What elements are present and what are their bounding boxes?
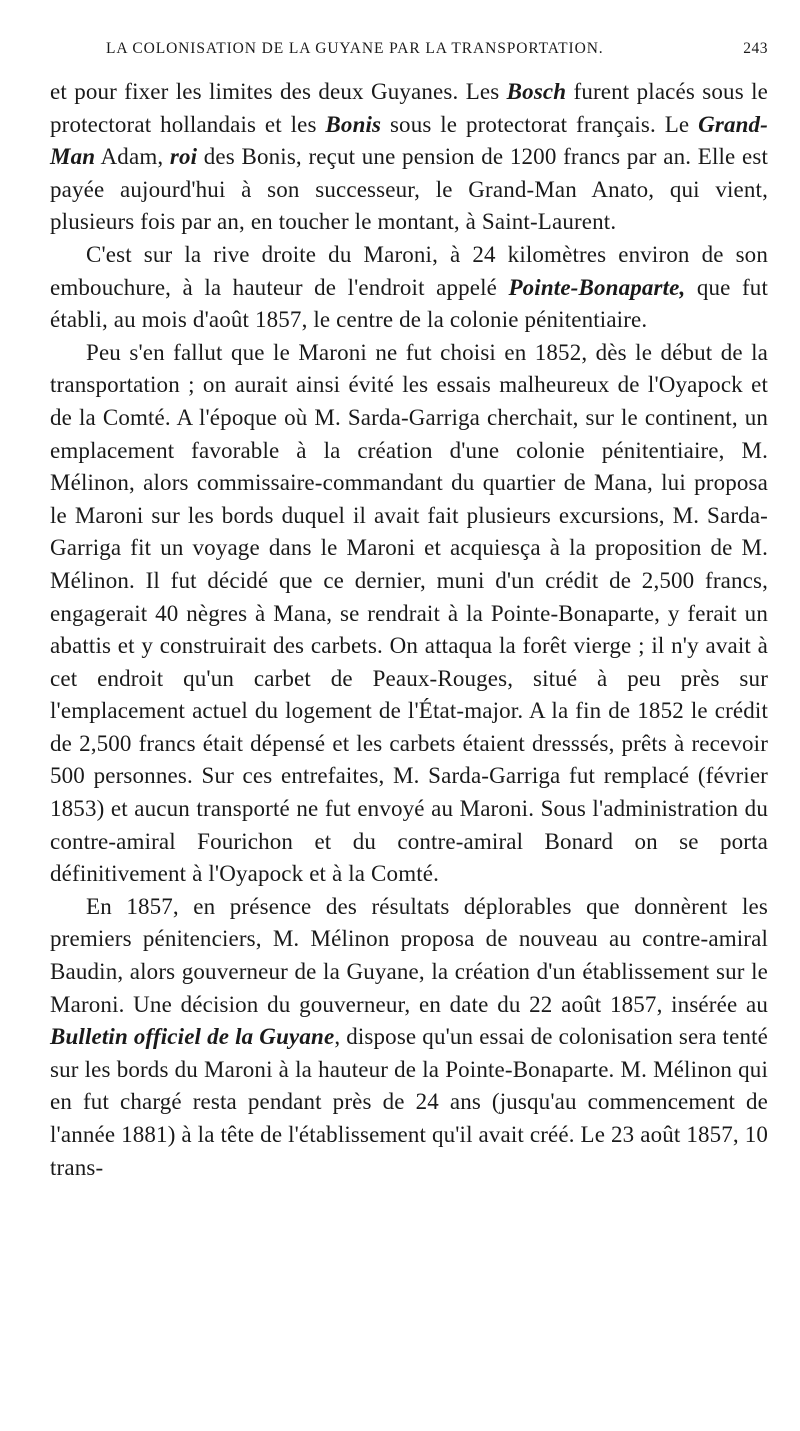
italic-text: Bonis [325,111,382,137]
paragraph [50,76,768,239]
paragraph-text: des Bonis, reçut une pension de 1200 francs par an. Elle est payée aujourd'hui à son successeur, le Grand-Man Anato, qui vient, plusieurs fois par an, en toucher le montant, à Saint-Laurent. [50,144,768,235]
paragraph-text: Adam, [95,144,170,170]
body-text [50,76,768,1184]
paragraph-text: C'est sur la rive droite du Maroni, à 24 kilomètres environ de son embouchure, à la hauteur de l'endroit appelé [50,241,768,300]
paragraph-text: et pour fixer les limites des deux Guyanes. Les [50,79,507,104]
running-header [50,40,768,76]
italic-text: Pointe-Bonaparte, [508,274,686,300]
paragraph-text: sous le protectorat français. Le [381,111,699,137]
paragraph-text: furent placés sous le protectorat hollandais et les [50,79,768,137]
italic-text: Grand-Man [50,111,768,170]
italic-text: roi [169,144,198,170]
paragraph-text: , dispose qu'un essai de colonisation sera tenté sur les bords du Maroni à la hauteur de la Pointe-Bonaparte. M. Mélinon qui en fut chargé resta pendant près de 24 ans (jusqu'au commencement de l'année 1881) à la tête de l'établissement qu'il avait créé. Le 23 août 1857, 10 trans- [50,1024,769,1180]
paragraph-text: Peu s'en fallut que le Maroni ne fut choisi en 1852, dès le début de la transportation ; on aurait ainsi évité les essais malheureux de l'Oyapock et de la Comté. A l'époque où M. Sarda-Garriga cherchait, sur le continent, un emplacement favorable à la création d'une colonie pénitentiaire, M. Mélinon, alors commissaire-commandant du quartier de Mana, lui proposa le Maroni sur les bords duquel il avait fait plusieurs excursions, M. Sarda-Garriga fit un voyage dans le Maroni et acquiesça à la proposition de M. Mélinon. Il fut décidé que ce dernier, muni d'un crédit de 2,500 francs, engagerait 40 nègres à Mana, se rendrait à la Pointe-Bonaparte, y ferait un abattis et y construirait des carbets. On attaqua la forêt vierge ; il n'y avait à cet endroit qu'un carbet de Peaux-Rouges, situé à peu près sur l'emplacement actuel du logement de l'État-major. A la fin de 1852 le crédit de 2,500 francs était dépensé et les carbets étaient dresssés, prêts à recevoir 500 personnes. Sur ces entrefaites, M. Sarda-Garriga fut remplacé (février 1853) et aucun transporté ne fut envoyé au Maroni. Sous l'administration du contre-amiral Fourichon et du contre-amiral Bonard on se porta définitivement à l'Oyapock et à la Comté. [50,339,768,887]
book-page [50,40,768,1184]
italic-text: Bulletin officiel de la Guyane [50,1024,335,1050]
paragraph-text: En 1857, en présence des résultats déplorables que donnèrent les premiers pénitenciers, M. Mélinon proposa de nouveau au contre-amiral Baudin, alors gouverneur de la Guyane, la création d'un établissement sur le Maroni. Une décision du gouverneur, en date du 22 août 1857, insérée au [50,893,768,1017]
running-title: LA COLONISATION DE LA GUYANE PAR LA TRANSPORTATION. [106,40,604,57]
paragraph-text: que fut établi, au mois d'août 1857, le centre de la colonie pénitentiaire. [50,274,768,333]
italic-text: Bosch [506,79,567,104]
page-number: 243 [743,40,768,57]
paragraph [50,891,768,1184]
paragraph [50,337,768,891]
paragraph [50,239,768,337]
